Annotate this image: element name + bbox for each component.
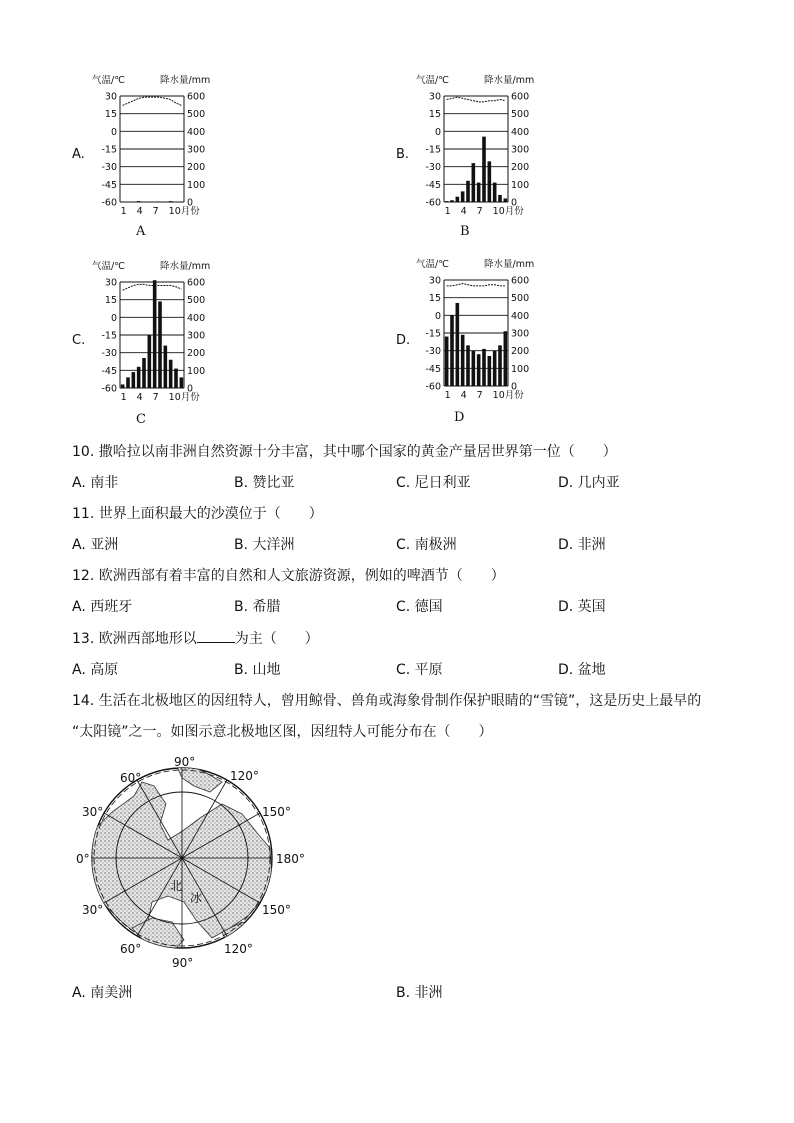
precip-tick-label: 0 — [187, 197, 194, 209]
question-12-stem: 12. 欧洲西部有着丰富的自然和人文旅游资源，例如的啤酒节（ ） — [72, 568, 505, 584]
temp-tick-label: 30 — [428, 91, 441, 103]
q10-option-d[interactable]: D. 几内亚 — [558, 475, 620, 491]
month-tick-label: 7 — [152, 206, 159, 217]
chart-caption-d: D — [454, 410, 465, 425]
precip-tick-label: 600 — [511, 275, 530, 287]
precip-tick-label: 600 — [511, 91, 530, 103]
precip-bar — [498, 345, 502, 386]
temp-tick-label: -30 — [425, 346, 441, 358]
question-13-stem-end: 为主（ ） — [234, 631, 319, 647]
precip-bar — [153, 280, 157, 388]
chart-d-svg — [416, 256, 546, 401]
month-tick-label: 7 — [476, 390, 483, 401]
month-tick-label: 7 — [152, 392, 159, 403]
q11-option-c[interactable]: C. 南极洲 — [396, 537, 457, 553]
month-tick-label: 4 — [460, 390, 467, 401]
temp-tick-label: -15 — [425, 328, 441, 340]
precip-tick-label: 200 — [187, 348, 206, 360]
precip-tick-label: 0 — [511, 197, 518, 209]
precip-bar — [169, 201, 173, 202]
precip-bar — [472, 163, 476, 202]
precip-tick-label: 400 — [187, 126, 206, 138]
month-tick-label: 10月份 — [168, 392, 200, 403]
precip-bar — [456, 197, 460, 202]
q13-option-c[interactable]: C. 平原 — [396, 662, 443, 678]
chart-b-svg — [416, 72, 546, 217]
label-90-bottom: 90° — [172, 956, 194, 970]
precip-tick-label: 500 — [187, 295, 206, 307]
month-tick-label: 1 — [120, 392, 127, 403]
chart-caption-a: A — [136, 224, 146, 239]
temp-tick-label: 0 — [110, 312, 117, 324]
temp-tick-label: -45 — [101, 179, 117, 191]
month-tick-label: 10月份 — [492, 206, 524, 217]
precip-tick-label: 400 — [511, 310, 530, 322]
precip-bar — [158, 301, 162, 388]
month-tick-label: 7 — [476, 206, 483, 217]
temp-tick-label: -45 — [425, 363, 441, 375]
temp-tick-label: -45 — [425, 179, 441, 191]
temperature-curve — [447, 284, 506, 286]
precip-bar — [137, 367, 141, 388]
temp-tick-label: -15 — [425, 144, 441, 156]
chart-a-svg — [92, 72, 222, 217]
precip-bar — [498, 195, 502, 202]
precip-unit-label: 降水量/mm — [484, 259, 535, 270]
option-letter-c: C. — [72, 333, 86, 348]
temp-unit-label: 气温/℃ — [92, 261, 125, 272]
precip-tick-label: 200 — [511, 162, 530, 174]
temp-tick-label: 0 — [434, 310, 441, 322]
precip-tick-label: 0 — [187, 383, 194, 395]
question-13-stem — [72, 629, 319, 648]
precip-tick-label: 600 — [187, 277, 206, 289]
precip-bar — [169, 360, 173, 388]
precip-tick-label: 100 — [511, 179, 530, 191]
precip-bar — [164, 346, 168, 388]
arctic-map — [72, 752, 312, 974]
precip-bar — [504, 198, 508, 202]
temp-unit-label: 气温/℃ — [92, 75, 125, 86]
precip-bar — [482, 137, 486, 202]
precip-bar — [137, 201, 141, 202]
label-120-top: 120° — [230, 769, 259, 783]
precip-unit-label: 降水量/mm — [160, 261, 211, 272]
label-60-bottom: 60° — [120, 942, 142, 956]
label-120-bottom: 120° — [224, 942, 253, 956]
precip-tick-label: 500 — [187, 109, 206, 121]
precip-bar — [148, 335, 152, 388]
month-tick-label: 1 — [120, 206, 127, 217]
question-13-stem-start: 13. 欧洲西部地形以 — [72, 631, 197, 647]
precip-tick-label: 400 — [187, 312, 206, 324]
label-30-top: 30° — [82, 805, 104, 819]
chart-caption-b: B — [460, 224, 470, 239]
label-30-bottom: 30° — [82, 903, 104, 917]
temp-tick-label: 15 — [104, 109, 117, 121]
temperature-curve — [123, 284, 182, 290]
q12-option-a[interactable]: A. 西班牙 — [72, 599, 133, 615]
temp-tick-label: -45 — [101, 365, 117, 377]
precip-tick-label: 300 — [511, 144, 530, 156]
precip-bar — [466, 345, 470, 386]
temp-tick-label: 0 — [434, 126, 441, 138]
month-tick-label: 10月份 — [492, 390, 524, 401]
q11-option-d[interactable]: D. 非洲 — [558, 537, 606, 553]
chart-c-svg — [92, 258, 222, 403]
question-11-stem: 11. 世界上面积最大的沙漠位于（ ） — [72, 506, 323, 522]
month-tick-label: 1 — [444, 390, 451, 401]
temp-tick-label: -60 — [101, 383, 117, 395]
label-0: 0° — [76, 852, 90, 866]
q12-option-d[interactable]: D. 英国 — [558, 599, 606, 615]
precip-bar — [504, 331, 508, 386]
temp-tick-label: -60 — [425, 381, 441, 393]
q13-option-a[interactable]: A. 高原 — [72, 662, 119, 678]
precip-tick-label: 500 — [511, 293, 530, 305]
precip-bar — [461, 335, 465, 386]
temp-tick-label: -30 — [425, 162, 441, 174]
precip-bar — [450, 200, 454, 202]
q12-option-b[interactable]: B. 希腊 — [234, 599, 281, 615]
question-14-stem-line1: 14. 生活在北极地区的因纽特人，曾用鲸骨、兽角或海象骨制作保护眼睛的“雪镜”，这是历史上最早的 — [72, 693, 702, 709]
q11-option-a[interactable]: A. 亚洲 — [72, 537, 119, 553]
precip-bar — [445, 337, 449, 386]
precip-tick-label: 200 — [187, 162, 206, 174]
precip-bar — [461, 191, 465, 202]
temp-unit-label: 气温/℃ — [416, 259, 449, 270]
precip-tick-label: 400 — [511, 126, 530, 138]
temp-tick-label: 0 — [110, 126, 117, 138]
question-10-stem: 10. 撒哈拉以南非洲自然资源十分丰富，其中哪个国家的黄金产量居世界第一位（ ） — [72, 444, 617, 460]
ocean-char-1: 北 — [170, 879, 183, 893]
option-letter-b: B. — [396, 147, 410, 162]
temp-tick-label: 15 — [428, 109, 441, 121]
precip-bar — [466, 181, 470, 202]
precip-bar — [477, 183, 481, 202]
temp-tick-label: -30 — [101, 348, 117, 360]
temp-unit-label: 气温/℃ — [416, 75, 449, 86]
precip-bar — [450, 315, 454, 386]
precip-bar — [121, 384, 125, 388]
precip-bar — [456, 303, 460, 386]
temp-tick-label: 30 — [104, 91, 117, 103]
q10-option-a[interactable]: A. 南非 — [72, 475, 119, 491]
month-tick-label: 4 — [136, 206, 143, 217]
precip-bar — [472, 351, 476, 386]
option-letter-d: D. — [396, 333, 411, 348]
ocean-char-2: 冰 — [190, 891, 203, 905]
label-150-top: 150° — [262, 805, 291, 819]
precip-bar — [488, 161, 492, 202]
q11-option-b[interactable]: B. 大洋洲 — [234, 537, 295, 553]
precip-tick-label: 100 — [187, 365, 206, 377]
precip-bar — [493, 351, 497, 386]
precip-tick-label: 100 — [187, 179, 206, 191]
label-90-top: 90° — [174, 755, 196, 769]
precip-bar — [482, 349, 486, 386]
q14-option-b[interactable]: B. 非洲 — [396, 985, 443, 1001]
fill-in-blank[interactable] — [197, 629, 235, 643]
precip-bar — [477, 354, 481, 386]
precip-tick-label: 500 — [511, 109, 530, 121]
precip-tick-label: 300 — [511, 328, 530, 340]
chart-caption-c: C — [136, 412, 146, 427]
month-tick-label: 10月份 — [168, 206, 200, 217]
q12-option-c[interactable]: C. 德国 — [396, 599, 443, 615]
temp-tick-label: 15 — [104, 295, 117, 307]
q10-option-b[interactable]: B. 赞比亚 — [234, 475, 295, 491]
temp-tick-label: -60 — [101, 197, 117, 209]
precip-tick-label: 100 — [511, 363, 530, 375]
precip-bar — [174, 369, 178, 388]
month-tick-label: 4 — [460, 206, 467, 217]
q13-option-d[interactable]: D. 盆地 — [558, 662, 606, 678]
temperature-curve — [447, 97, 506, 102]
precip-bar — [445, 201, 449, 202]
precip-bar — [488, 356, 492, 386]
temp-tick-label: -15 — [101, 330, 117, 342]
q14-option-a[interactable]: A. 南美洲 — [72, 985, 133, 1001]
precip-unit-label: 降水量/mm — [160, 75, 211, 86]
precip-tick-label: 200 — [511, 346, 530, 358]
label-180: 180° — [276, 852, 305, 866]
temp-tick-label: 30 — [428, 275, 441, 287]
label-60-top: 60° — [120, 771, 142, 785]
precip-bar — [132, 372, 136, 388]
option-letter-a: A. — [72, 147, 85, 162]
temp-tick-label: -30 — [101, 162, 117, 174]
precip-bar — [126, 377, 130, 388]
precip-tick-label: 0 — [511, 381, 518, 393]
q13-option-b[interactable]: B. 山地 — [234, 662, 281, 678]
temp-tick-label: -15 — [101, 144, 117, 156]
temp-tick-label: 30 — [104, 277, 117, 289]
precip-tick-label: 300 — [187, 144, 206, 156]
precip-bar — [180, 377, 184, 388]
precip-tick-label: 600 — [187, 91, 206, 103]
month-tick-label: 1 — [444, 206, 451, 217]
month-tick-label: 4 — [136, 392, 143, 403]
question-14-stem-line2: “太阳镜”之一。如图示意北极地区图，因纽特人可能分布在（ ） — [72, 724, 493, 740]
precip-tick-label: 300 — [187, 330, 206, 342]
temp-tick-label: 15 — [428, 293, 441, 305]
q10-option-c[interactable]: C. 尼日利亚 — [396, 475, 471, 491]
precip-bar — [142, 358, 146, 388]
precip-unit-label: 降水量/mm — [484, 75, 535, 86]
temp-tick-label: -60 — [425, 197, 441, 209]
temperature-curve — [123, 97, 182, 105]
label-150-bottom: 150° — [262, 903, 291, 917]
precip-bar — [493, 183, 497, 202]
